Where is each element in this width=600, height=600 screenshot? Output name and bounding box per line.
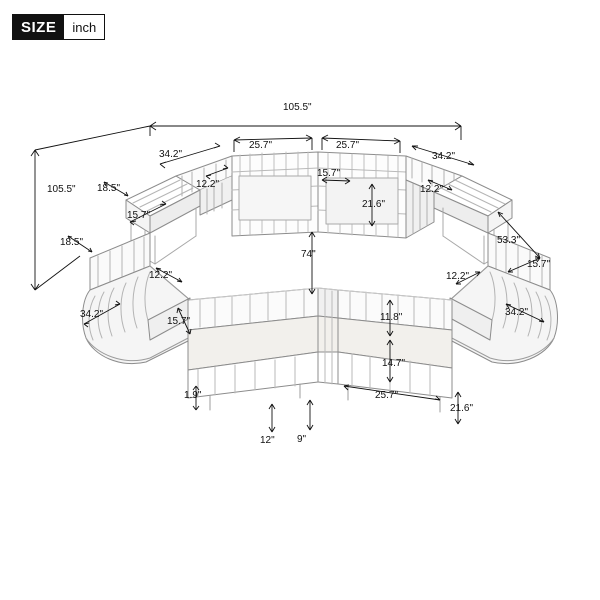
dimension-label-seat-back-height: 11.8" [380, 312, 403, 323]
left-round-chair [83, 233, 192, 364]
dimension-label-left-lower-wing-height: 18.5" [60, 237, 84, 248]
back-console-right [318, 152, 406, 238]
dimension-label-left-wing-height: 18.5" [97, 183, 121, 194]
dimension-label-right-seat-depth: 12.2" [446, 271, 470, 282]
dimension-label-back-left-wing: 34.2" [159, 149, 183, 160]
dimension-label-center-panel-width: 15.7" [317, 168, 341, 179]
dimension-label-overall-depth-left: 105.5" [47, 184, 76, 195]
dimension-label-seat-height: 12" [260, 435, 275, 446]
back-console-left [232, 152, 318, 236]
dimension-label-back-right-wing: 34.2" [432, 151, 456, 162]
front-left-sofa [188, 288, 318, 410]
front-center-module [318, 288, 338, 384]
dimension-label-left-seat-depth: 12.2" [149, 270, 173, 281]
dimension-label-right-corner-width: 34.2" [505, 307, 529, 318]
size-badge-unit: inch [64, 15, 104, 39]
dimension-label-back-left-console: 25.7" [249, 140, 273, 151]
dimension-label-leg-gap: 9" [297, 434, 307, 445]
dimension-label-overall-width-top: 105.5" [283, 102, 312, 113]
dimension-label-left-front-gap: 1.9" [184, 390, 202, 401]
dimension-label-left-table-depth: 15.7" [127, 210, 151, 221]
dimension-label-right-diagonal: 53.3" [497, 235, 521, 246]
dimension-label-front-span: 25.7" [375, 390, 399, 401]
dimension-label-center-panel-height: 21.6" [362, 199, 386, 210]
dimension-label-right-side-height: 21.6" [450, 403, 474, 414]
dimension-label-right-wing-depth: 12.2" [420, 184, 444, 195]
dimension-label-interior-length: 74" [301, 249, 316, 260]
size-badge-title: SIZE [13, 15, 64, 39]
right-round-chair [448, 233, 557, 364]
dimension-label-left-corner-width: 34.2" [80, 309, 104, 320]
dimension-label-right-table-depth: 15.7" [527, 259, 551, 270]
dimension-label-seat-depth-mid: 14.7" [382, 358, 406, 369]
dimension-label-back-right-console: 25.7" [336, 140, 360, 151]
dimension-label-left-corner-depth: 15.7" [167, 316, 191, 327]
dimension-label-left-wing-depth: 12.2" [196, 179, 220, 190]
